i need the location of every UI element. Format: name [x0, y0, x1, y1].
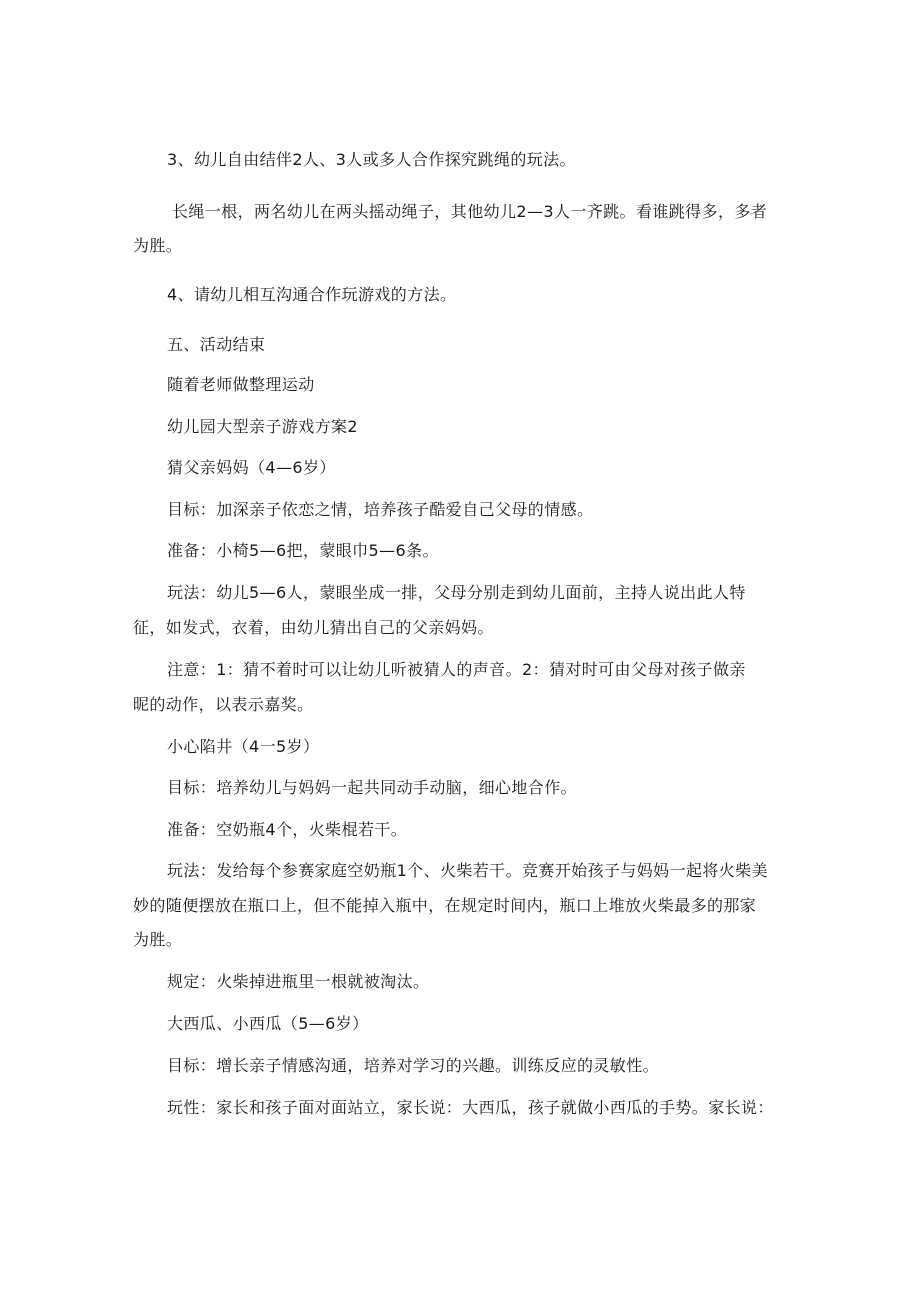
text-line: 目标：培养幼儿与妈妈一起共同动手动脑，细心地合作。	[167, 778, 578, 797]
text-line: 妙的随便摆放在瓶口上，但不能掉入瓶中，在规定时间内，瓶口上堆放火柴最多的那家	[133, 896, 757, 915]
section-heading: 幼儿园大型亲子游戏方案2	[167, 417, 358, 436]
game-title: 大西瓜、小西瓜（5—6岁）	[167, 1014, 369, 1033]
section-heading: 五、活动结束	[167, 335, 266, 354]
text-line: 目标：加深亲子依恋之情，培养孩子酷爱自己父母的情感。	[167, 500, 594, 519]
text-line: 随着老师做整理运动	[167, 375, 315, 394]
game-title: 小心陷井（4一5岁）	[167, 737, 320, 756]
text-line: 玩法：发给每个参赛家庭空奶瓶1个、火柴若干。竞赛开始孩子与妈妈一起将火柴美	[167, 861, 768, 880]
text-line: 为胜。	[133, 930, 183, 949]
text-line: 准备：小椅5—6把，蒙眼巾5—6条。	[167, 541, 439, 560]
text-line: 为胜。	[133, 236, 183, 255]
text-line: 准备：空奶瓶4个，火柴棍若干。	[167, 820, 408, 839]
text-line: 3、幼儿自由结伴2人、3人或多人合作探究跳绳的玩法。	[167, 150, 576, 169]
text-line: 注意：1：猜不着时可以让幼儿听被猜人的声音。2：猜对时可由父母对孩子做亲	[167, 660, 746, 679]
text-line: 规定：火柴掉进瓶里一根就被淘汰。	[167, 972, 430, 991]
text-line: 征，如发式，衣着，由幼儿猜出自己的父亲妈妈。	[133, 618, 494, 637]
text-line: 4、请幼儿相互沟通合作玩游戏的方法。	[167, 285, 457, 304]
text-line: 长绳一根，两名幼儿在两头摇动绳子，其他幼儿2—3人一齐跳。看谁跳得多，多者	[172, 202, 768, 221]
game-title: 猜父亲妈妈（4—6岁）	[167, 458, 336, 477]
text-line: 玩性：家长和孩子面对面站立，家长说：大西瓜，孩子就做小西瓜的手势。家长说：	[167, 1098, 774, 1117]
text-line: 昵的动作，以表示嘉奖。	[133, 695, 314, 714]
text-line: 目标：增长亲子情感沟通，培养对学习的兴趣。训练反应的灵敏性。	[167, 1056, 660, 1075]
text-line: 玩法：幼儿5—6人，蒙眼坐成一排，父母分别走到幼儿面前，主持人说出此人特	[167, 583, 746, 602]
